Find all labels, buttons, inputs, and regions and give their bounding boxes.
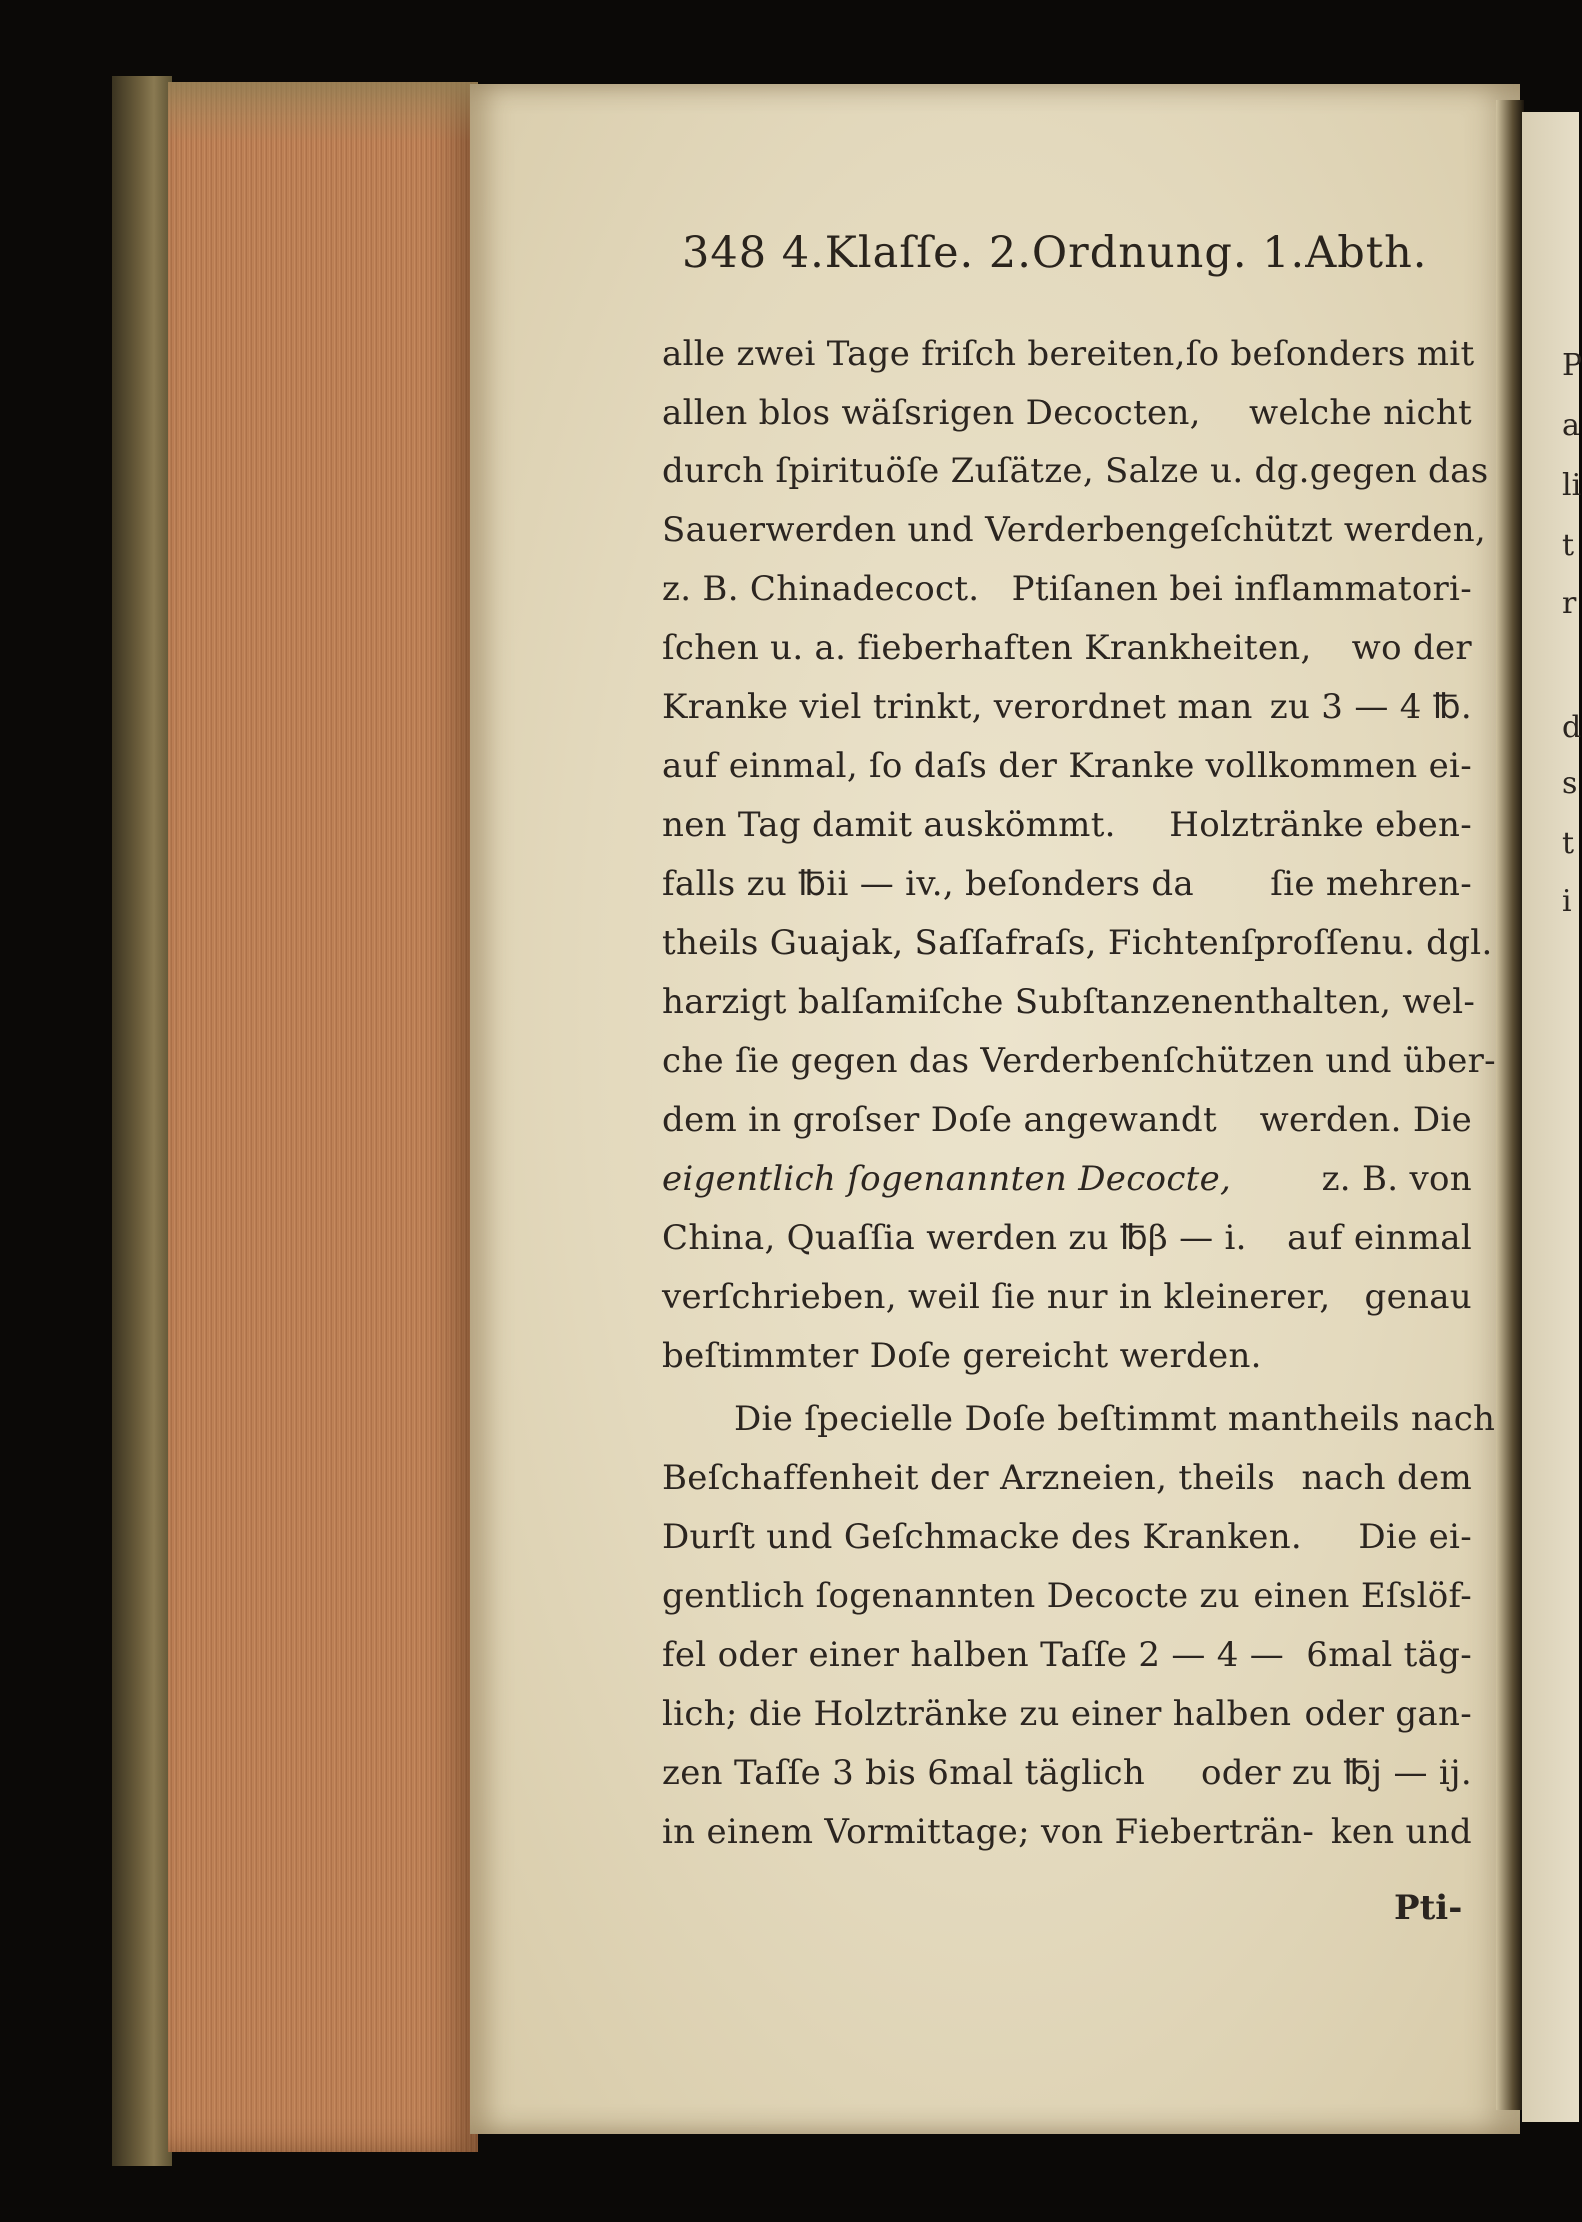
facing-page-letter: t — [1562, 528, 1575, 563]
facing-page-letter: t — [1562, 826, 1575, 861]
text-line: verſchrieben, weil ſie nur in kleinerer, genau — [662, 1277, 1472, 1317]
text-line: falls zu ℔ii — iv., beſonders da ſie mehren- — [662, 864, 1472, 904]
text-line: harzigt balſamiſche Subſtanzen enthalten, wel- — [662, 982, 1476, 1022]
facing-page-letter: s — [1562, 766, 1578, 801]
text-line: dem in groſser Doſe angewandt werden. Die — [662, 1100, 1472, 1140]
facing-page-letter: li — [1562, 468, 1582, 503]
text-line: gentlich ſogenannten Decocte zu einen Eſslöf- — [662, 1576, 1472, 1616]
text-line: Die ſpecielle Doſe beſtimmt man theils nach — [734, 1399, 1496, 1439]
text-line: lich; die Holztränke zu einer halben oder gan- — [662, 1694, 1472, 1734]
text-line: eigentlich ſogenannten Decocte, z. B. von — [662, 1159, 1472, 1199]
book-gutter — [1496, 100, 1524, 2110]
text-line: durch ſpirituöſe Zuſätze, Salze u. dg. gegen das — [662, 451, 1489, 491]
text-line: beſtimmter Doſe gereicht werden. — [662, 1336, 1262, 1376]
facing-page-letter: P — [1562, 348, 1582, 383]
text-line: alle zwei Tage friſch bereiten, ſo beſonders mit — [662, 334, 1475, 374]
text-line: Beſchaffenheit der Arzneien, theils nach dem — [662, 1458, 1472, 1498]
facing-page-letter: i — [1562, 884, 1572, 919]
text-line: theils Guajak, Saſſafraſs, Fichtenſproſſen u. dgl. — [662, 923, 1493, 963]
text-line: fel oder einer halben Taſſe 2 — 4 — 6mal täg- — [662, 1635, 1472, 1675]
text-line: China, Quaſſia werden zu ℔β — i. auf einmal — [662, 1218, 1472, 1258]
facing-page-letter: a — [1562, 408, 1580, 443]
text-line: Kranke viel trinkt, verordnet man zu 3 — 4 ℔. — [662, 687, 1472, 727]
page-stack-edge — [168, 82, 478, 2152]
text-line: zen Taſſe 3 bis 6mal täglich oder zu ℔j — ij. — [662, 1753, 1472, 1793]
facing-page-letter: d — [1562, 710, 1582, 745]
text-line: allen blos wäſsrigen Decocten, welche nicht — [662, 393, 1472, 433]
text-line: che ſie gegen das Verderben ſchützen und über- — [662, 1041, 1496, 1081]
text-line: ſchen u. a. fieberhaften Krankheiten, wo der — [662, 628, 1472, 668]
catchword: Pti- — [1394, 1888, 1463, 1928]
text-line: in einem Vormittage; von Fieberträn- ken und — [662, 1812, 1472, 1852]
text-line: nen Tag damit auskömmt. Holztränke eben- — [662, 805, 1472, 845]
book-spine-edge — [112, 76, 172, 2166]
text-line: z. B. Chinadecoct. Ptiſanen bei inflammatori- — [662, 569, 1472, 609]
text-line: Sauerwerden und Verderben geſchützt werden, — [662, 510, 1487, 550]
text-line: auf einmal, ſo daſs der Kranke vollkommen ei- — [662, 746, 1472, 786]
facing-page-letter: r — [1562, 586, 1577, 621]
page-stack-shadow — [168, 82, 478, 142]
text-line: Durſt und Geſchmacke des Kranken. Die ei- — [662, 1517, 1472, 1557]
page-header: 348 4.Klaſſe. 2.Ordnung. 1.Abth. — [682, 228, 1428, 278]
